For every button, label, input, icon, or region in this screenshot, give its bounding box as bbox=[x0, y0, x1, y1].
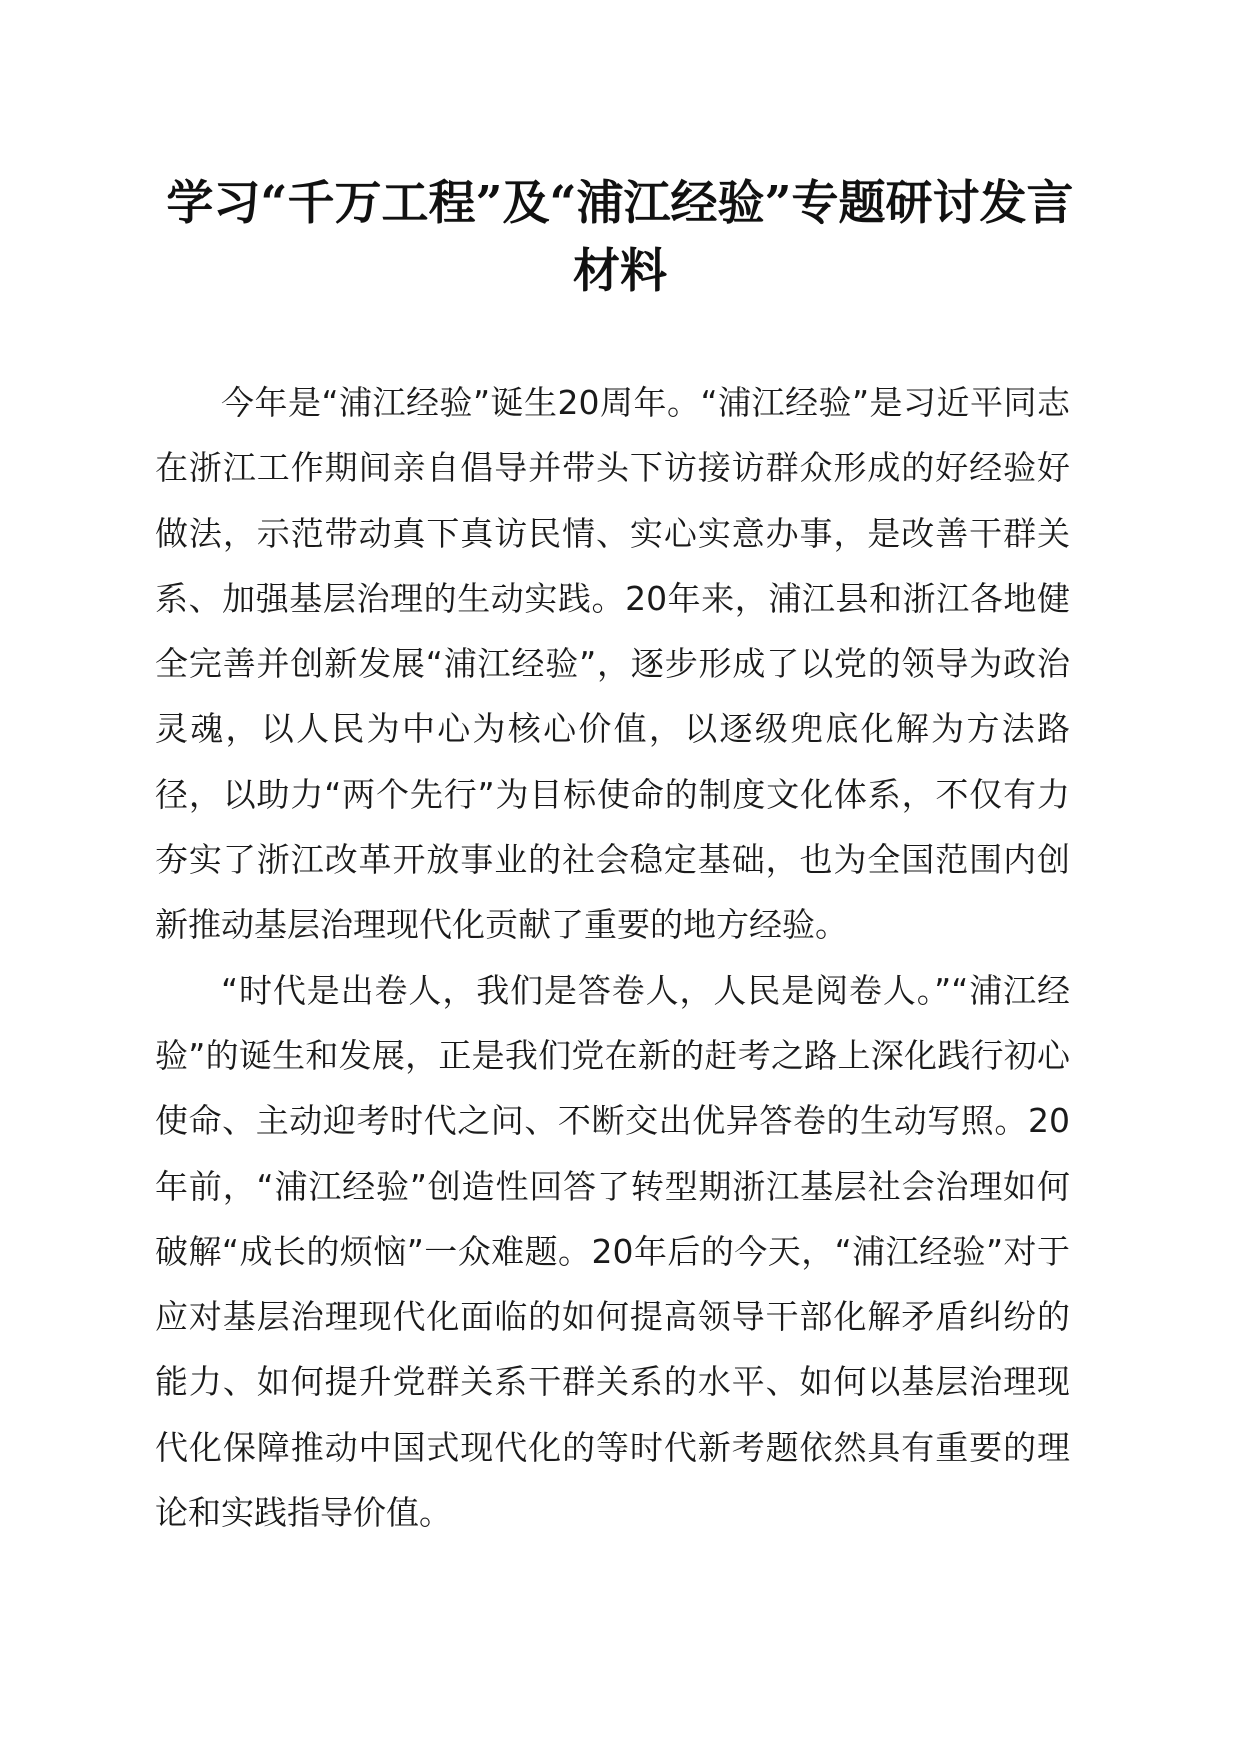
paragraph-2: “时代是出卷人，我们是答卷人，人民是阅卷人。”“浦江经验”的诞生和发展，正是我们党在新的赶考之路上深化践行初心使命、主动迎考时代之问、不断交出优异答卷的生动写照。20年前，“浦江经验”创造性回答了转型期浙江基层社会治理如何破解“成长的烦恼”一众难题。20年后的今天，“浦江经验”对于应对基层治理现代化面临的如何提高领导干部化解矛盾纠纷的能力、如何提升党群关系干群关系的水平、如何以基层治理现代化保障推动中国式现代化的等时代新考题依然具有重要的理论和实践指导价值。 bbox=[155, 970, 1070, 1533]
document-title: 学习“千万工程”及“浦江经验”专题研讨发言材料 bbox=[166, 176, 1074, 299]
paragraph-1: 今年是“浦江经验”诞生20周年。“浦江经验”是习近平同志在浙江工作期间亲自倡导并带头下访接访群众形成的好经验好做法，示范带动真下真访民情、实心实意办事，是改善干群关系、加强基层治理的生动实践。20年来，浦江县和浙江各地健全完善并创新发展“浦江经验”，逐步形成了以党的领导为政治灵魂，以人民为中心为核心价值，以逐级兜底化解为方法路径，以助力“两个先行”为目标使命的制度文化体系，不仅有力夯实了浙江改革开放事业的社会稳定基础，也为全国范围内创新推动基层治理现代化贡献了重要的地方经验。 bbox=[155, 383, 1070, 945]
document-body bbox=[155, 370, 1070, 1545]
